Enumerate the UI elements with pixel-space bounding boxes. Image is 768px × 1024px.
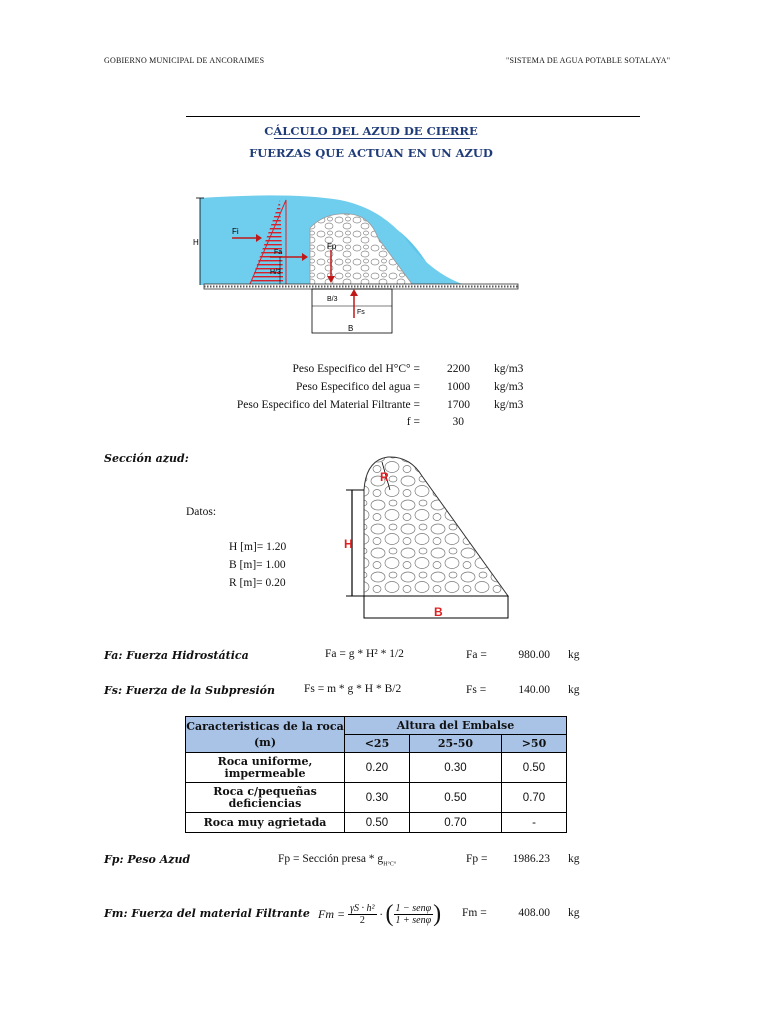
const-unit-hc: kg/m3 xyxy=(494,363,524,375)
table-cell: 0.70 xyxy=(409,813,501,833)
table-cell: 0.70 xyxy=(501,783,566,813)
dato-h: H [m]= 1.20 xyxy=(229,541,287,553)
table-cell-name: Roca muy agrietada xyxy=(186,813,345,833)
page-title: CÁLCULO DEL AZUD DE CIERRE xyxy=(264,124,478,138)
fs-formula: Fs = m * g * H * B/2 xyxy=(304,683,402,695)
fm-pden: 1 + senφ xyxy=(395,914,432,926)
fs-title: Fs: Fuerza de la Subpresión xyxy=(104,684,275,697)
const-value-f: 30 xyxy=(452,416,464,428)
header-left: GOBIERNO MUNICIPAL DE ANCORAIMES xyxy=(104,56,265,65)
dato-r: R [m]= 0.20 xyxy=(229,577,286,589)
fa-value: 980.00 xyxy=(518,649,550,661)
table-col: >50 xyxy=(501,735,566,753)
const-unit-filter: kg/m3 xyxy=(494,399,524,411)
fp-title: Fp: Peso Azud xyxy=(104,853,191,866)
fa-label: Fa xyxy=(274,249,283,256)
rock-table xyxy=(185,716,567,833)
b3-label: B/3 xyxy=(327,296,338,303)
datos-label: Datos: xyxy=(186,506,217,518)
fm-fraction xyxy=(348,903,376,926)
const-label-f: f = xyxy=(406,416,420,428)
fs-unit: kg xyxy=(568,684,580,696)
table-head-rock: Caracteristicas de la roca (m) xyxy=(186,717,345,753)
section-b-label: B xyxy=(434,605,443,619)
fm-paren-fraction xyxy=(394,903,434,926)
table-cell: 0.50 xyxy=(409,783,501,813)
fp-value: 1986.23 xyxy=(512,853,550,865)
fm-name: Fm = xyxy=(462,907,487,919)
fm-lhs: Fm = xyxy=(318,906,346,921)
b-label: B xyxy=(348,324,354,333)
const-value-hc: 2200 xyxy=(447,363,470,375)
dato-b: B [m]= 1.00 xyxy=(229,559,286,571)
fp-name: Fp = xyxy=(466,853,488,865)
fa-formula: Fa = g * H² * 1/2 xyxy=(325,648,404,660)
table-cell: 0.30 xyxy=(409,753,501,783)
fm-unit: kg xyxy=(568,907,580,919)
fs-name: Fs = xyxy=(466,684,487,696)
header-right: "SISTEMA DE AGUA POTABLE SOTALAYA" xyxy=(506,56,671,65)
table-cell: 0.50 xyxy=(345,813,410,833)
title-underline xyxy=(274,138,470,139)
fm-num: γS · h² xyxy=(350,902,375,914)
fi-label: Fi xyxy=(232,227,239,236)
fm-value: 408.00 xyxy=(518,907,550,919)
title-rule xyxy=(186,116,640,117)
const-value-filter: 1700 xyxy=(447,399,470,411)
const-label-filter: Peso Especifico del Material Filtrante = xyxy=(236,399,420,411)
section-r-label: R xyxy=(380,470,389,484)
h3-label: H/3 xyxy=(270,269,281,276)
table-head-height: Altura del Embalse xyxy=(345,717,567,735)
fs-value: 140.00 xyxy=(518,684,550,696)
fp-unit: kg xyxy=(568,853,580,865)
table-row xyxy=(186,813,567,833)
fp-formula-sub: H°C° xyxy=(383,861,397,868)
table-cell-name: Roca c/pequeñas deficiencias xyxy=(186,783,345,813)
seccion-title: Sección azud: xyxy=(104,452,189,465)
const-label-hc: Peso Especifico del H°C° = xyxy=(292,363,420,375)
table-cell: 0.20 xyxy=(345,753,410,783)
table-cell-name: Roca uniforme, impermeable xyxy=(186,753,345,783)
fa-title: Fa: Fuerza Hidrostática xyxy=(104,649,249,662)
const-value-water: 1000 xyxy=(447,381,470,393)
table-row xyxy=(186,783,567,813)
table-row xyxy=(186,753,567,783)
section-diagram xyxy=(340,450,540,622)
table-col: <25 xyxy=(345,735,410,753)
fm-title: Fm: Fuerza del material Filtrante xyxy=(104,907,310,920)
fp-formula: Fp = Sección presa * $g_{H^\circ C^\circ}$ xyxy=(278,853,397,868)
table-col: 25-50 xyxy=(409,735,501,753)
table-cell: 0.50 xyxy=(501,753,566,783)
fa-name: Fa = xyxy=(466,649,487,661)
forces-diagram xyxy=(190,188,530,338)
section-h-label: H xyxy=(344,537,353,551)
fa-unit: kg xyxy=(568,649,580,661)
fm-pnum: 1 − senφ xyxy=(395,902,432,914)
table-cell: 0.30 xyxy=(345,783,410,813)
const-label-water: Peso Especifico del agua = xyxy=(295,381,420,393)
const-unit-water: kg/m3 xyxy=(494,381,524,393)
table-cell: - xyxy=(501,813,566,833)
fm-den: 2 xyxy=(359,914,365,926)
diagram-h-label: H xyxy=(193,238,199,247)
fs-label: Fs xyxy=(357,309,365,316)
fp-label: Fp xyxy=(327,242,337,251)
page-subtitle: FUERZAS QUE ACTUAN EN UN AZUD xyxy=(249,146,493,160)
fm-formula: Fm = $\frac{\text{γS · h²}}{2}$ · ( $\frac{\text{1 − senφ}}{\text{1 + senφ}}$ ) xyxy=(318,901,442,927)
